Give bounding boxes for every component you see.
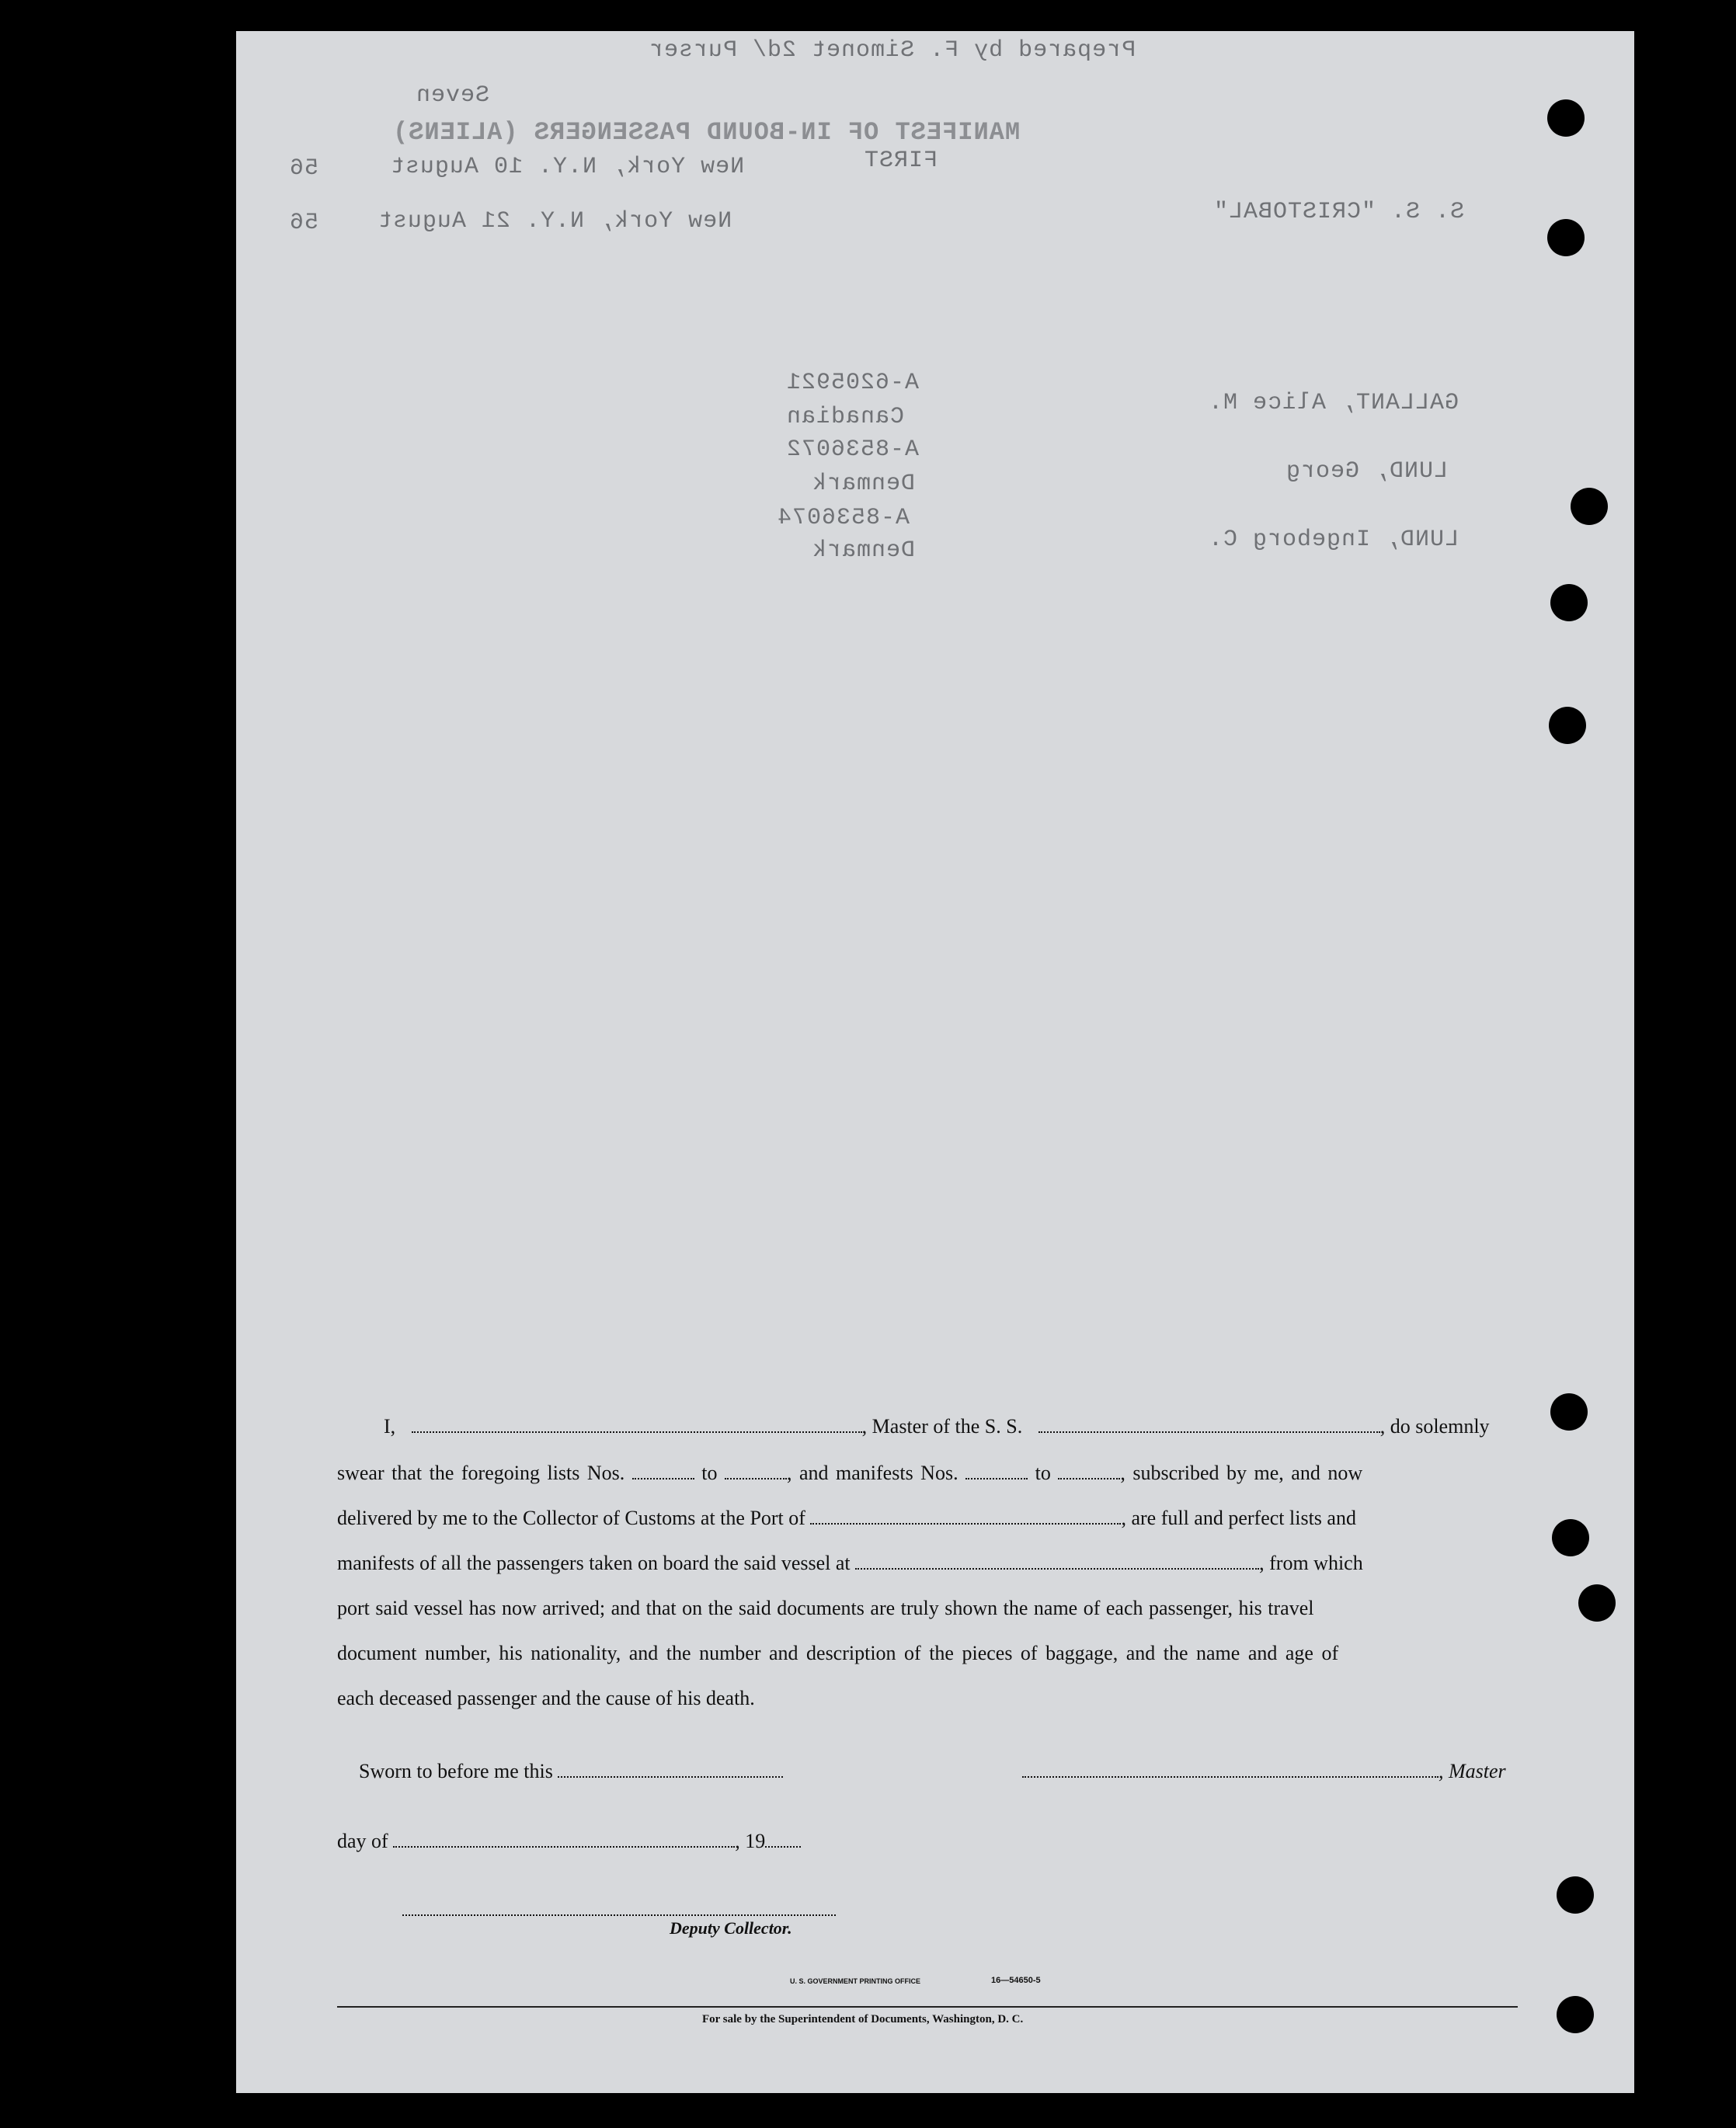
lists-from-field[interactable]: [632, 1477, 694, 1480]
vessel-name-field[interactable]: [1038, 1431, 1380, 1433]
class-label: FIRST: [864, 148, 938, 174]
deputy-signature-field[interactable]: [402, 1914, 836, 1916]
sheet-number: Seven: [416, 82, 490, 109]
oath-text: to: [1035, 1462, 1051, 1484]
master-name-field[interactable]: [412, 1431, 862, 1433]
sworn-date-field[interactable]: [558, 1775, 783, 1778]
master-signature-field[interactable]: [1022, 1775, 1439, 1778]
departure-year: 56: [289, 155, 319, 182]
year-field[interactable]: [765, 1845, 801, 1848]
manifest-title: MANIFEST OF IN-BOUND PASSENGERS (ALIENS): [392, 118, 1021, 147]
passenger-name: GALLANT, Alice M.: [1208, 390, 1459, 416]
oath-line-2: [337, 1462, 1518, 1485]
oath-line-4: [337, 1552, 1518, 1575]
oath-text: , and manifests Nos.: [787, 1462, 958, 1484]
oath-text: manifests of all the passengers taken on board the said vessel at: [337, 1552, 851, 1574]
day-of-label: day of: [337, 1830, 388, 1852]
punch-hole: [1547, 99, 1585, 137]
arrival-year: 56: [289, 210, 319, 236]
sworn-label: Sworn to before me this: [359, 1760, 553, 1782]
punch-hole: [1578, 1584, 1616, 1622]
passenger-name: LUND, Ingeborg C.: [1208, 527, 1459, 553]
oath-text: , do solemnly: [1379, 1415, 1490, 1438]
oath-line-3: [337, 1507, 1518, 1530]
passenger-name: LUND, Georg: [1285, 458, 1449, 485]
passenger-document: A-8536074: [777, 505, 910, 531]
master-signature-line: [1022, 1760, 1519, 1783]
manifest-sheet: [236, 31, 1634, 2093]
manifests-to-field[interactable]: [1058, 1477, 1120, 1480]
oath-line-6: document number, his nationality, and the number and description of the pieces of baggage, and the name and age of: [337, 1642, 1339, 1664]
manifests-from-field[interactable]: [965, 1477, 1028, 1480]
punch-hole: [1550, 584, 1588, 621]
oath-text: , subscribed by me, and now: [1120, 1462, 1363, 1484]
month-field[interactable]: [393, 1845, 735, 1848]
passenger-document: A-6205921: [786, 370, 920, 396]
punch-hole: [1571, 488, 1608, 525]
ship-name: S. S. "CRISTOBAL": [1213, 199, 1465, 225]
passenger-nationality: Denmark: [812, 537, 916, 564]
port-field[interactable]: [810, 1522, 1121, 1525]
oath-line-5: port said vessel has now arrived; and that on the said documents are truly shown the name of each passenger, his travel: [337, 1597, 1314, 1619]
oath-line-1: [337, 1415, 1518, 1438]
passenger-nationality: Denmark: [812, 471, 916, 497]
form-code: 16—54650-5: [991, 1976, 1041, 1985]
oath-text: I,: [384, 1415, 396, 1438]
oath-text: , Master of the S. S.: [861, 1415, 1023, 1438]
master-label: , Master: [1439, 1760, 1506, 1782]
oath-text: delivered by me to the Collector of Customs at the Port of: [337, 1507, 805, 1529]
embarkation-port-field[interactable]: [855, 1567, 1259, 1570]
departure: New York, N.Y. 10 August: [390, 154, 745, 180]
oath-text: swear that the foregoing lists Nos.: [337, 1462, 625, 1484]
printing-office: U. S. GOVERNMENT PRINTING OFFICE: [790, 1977, 921, 1985]
day-of-line: [337, 1830, 1518, 1853]
oath-text: , are full and perfect lists and: [1121, 1507, 1356, 1529]
footer-rule: [337, 2006, 1518, 2008]
passenger-document: A-8536072: [786, 436, 920, 463]
arrival: New York, N.Y. 21 August: [377, 208, 732, 235]
oath-text: to: [701, 1462, 718, 1484]
punch-hole: [1550, 1393, 1588, 1431]
punch-hole: [1547, 219, 1585, 256]
for-sale-note: For sale by the Superintendent of Documents, Washington, D. C.: [702, 2013, 1024, 2025]
punch-hole: [1549, 707, 1586, 744]
punch-hole: [1557, 1996, 1594, 2033]
passenger-nationality: Canadian: [786, 404, 905, 430]
oath-line-7: each deceased passenger and the cause of his death.: [337, 1687, 755, 1709]
punch-hole: [1557, 1876, 1594, 1914]
lists-to-field[interactable]: [725, 1477, 787, 1480]
year-label: , 19: [735, 1830, 766, 1852]
prepared-by: Prepared by F. Simonet 2d/ Purser: [649, 37, 1136, 64]
deputy-collector-label: Deputy Collector.: [670, 1918, 792, 1938]
punch-hole: [1552, 1519, 1589, 1556]
oath-text: , from which: [1259, 1552, 1363, 1574]
